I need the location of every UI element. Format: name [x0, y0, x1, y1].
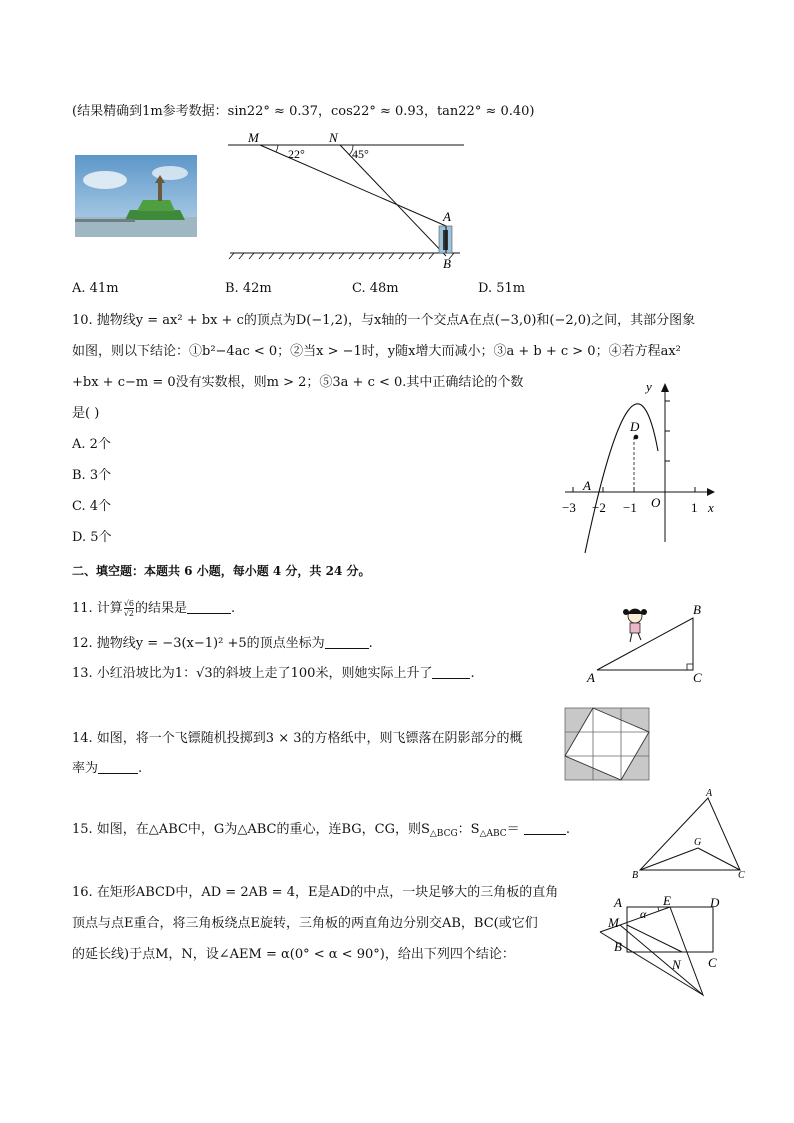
q15-text: 15. 如图，在△ABC中，G为△ABC的重心，连BG，CG，则S: [72, 822, 430, 837]
q11-suffix: 的结果是: [135, 601, 188, 616]
point-B: B: [614, 939, 622, 954]
point-M: M: [608, 915, 619, 930]
fraction-denominator: √2: [123, 609, 134, 618]
point-A: A: [587, 670, 595, 685]
vertex-D-label: D: [630, 419, 640, 434]
tick-minus-3: −3: [562, 500, 576, 515]
point-A: A: [443, 209, 451, 224]
q16-line1: 16. 在矩形ABCD中，AD = 2AB = 4，E是AD的中点，一块足够大的三角板的直角: [72, 885, 559, 900]
reference-data-note: (结果精确到1m参考数据：sin22° ≈ 0.37，cos22° ≈ 0.93，tan22° ≈ 0.40): [72, 104, 535, 119]
answer-blank[interactable]: [524, 822, 566, 835]
point-A: A: [706, 788, 713, 799]
tick-minus-2: −2: [592, 500, 606, 515]
q10-line4: 是( ): [72, 406, 100, 421]
answer-blank[interactable]: [187, 601, 231, 614]
point-A: A: [614, 895, 622, 910]
question-14-line2: [72, 761, 142, 777]
q14-line1: 14. 如图，将一个飞镖随机投掷到3 × 3的方格纸中，则飞镖落在阴影部分的概: [72, 731, 523, 746]
origin-label: O: [651, 495, 661, 510]
x-axis-label: x: [708, 500, 714, 515]
question-11: [72, 598, 235, 620]
point-B: B: [443, 256, 451, 271]
q10-line1: 10. 抛物线y = ax² + bx + c的顶点为D(−1,2)，与x轴的一个交点A在点(−3,0)和(−2,0)之间，其部分图象: [72, 313, 696, 328]
q9-option-d: D. 51m: [478, 281, 526, 296]
point-C: C: [708, 955, 717, 970]
y-axis-label: y: [646, 379, 652, 394]
q10-option-d: D. 5个: [72, 530, 112, 545]
answer-blank[interactable]: [98, 761, 138, 774]
q15-equals: ＝: [506, 822, 520, 837]
q10-option-b: B. 3个: [72, 468, 112, 483]
q15-period: .: [565, 822, 570, 837]
q13-period: .: [470, 666, 475, 681]
tower-photo: [75, 155, 197, 237]
tick-minus-1: −1: [623, 500, 637, 515]
point-N: N: [329, 130, 338, 145]
fraction-numerator: √6: [123, 599, 134, 608]
question-12: [72, 636, 373, 652]
q10-option-a: A. 2个: [72, 437, 111, 452]
angle-22: 22°: [288, 147, 305, 161]
question-13: [72, 666, 475, 682]
tick-1: 1: [691, 500, 698, 515]
point-G: G: [694, 837, 702, 848]
q15-sub-abc: △ABC: [479, 829, 507, 839]
point-E: E: [663, 893, 671, 908]
q13-text: 13. 小红沿坡比为1：√3的斜坡上走了100米，则她实际上升了: [72, 666, 433, 681]
point-A-label: A: [583, 478, 591, 493]
angle-diagram: [220, 128, 470, 273]
point-C: C: [693, 670, 702, 685]
q9-option-c: C. 48m: [352, 281, 399, 296]
answer-blank[interactable]: [432, 666, 470, 679]
answer-blank[interactable]: [325, 636, 369, 649]
q16-line2: 顶点与点E重合，将三角板绕点E旋转，三角板的两直角边分别交AB，BC(或它们: [72, 916, 538, 931]
q9-option-b: B. 42m: [225, 281, 272, 296]
q9-option-a: A. 41m: [72, 281, 119, 296]
angle-45: 45°: [352, 147, 369, 161]
point-C: C: [738, 870, 745, 881]
point-D: D: [710, 895, 720, 910]
q10-option-c: C. 4个: [72, 499, 112, 514]
q10-line2: 如图，则以下结论：①b²−4ac < 0；②当x > −1时，y随x增大而减小；③a + b + c > 0；④若方程ax²: [72, 344, 681, 359]
centroid-triangle: [628, 786, 753, 882]
q11-period: .: [231, 601, 236, 616]
question-15: [72, 822, 570, 842]
q15-mid: ：S: [457, 822, 480, 837]
point-N: N: [672, 957, 681, 972]
section-heading: 二、填空题：本题共 6 小题，每小题 4 分，共 24 分。: [72, 564, 371, 578]
q11-prefix: 11. 计算: [72, 601, 123, 616]
q14-line2-text: 率为: [72, 761, 99, 776]
girl-figure: [623, 609, 647, 642]
q10-line3: +bx + c−m = 0没有实数根，则m > 2；⑤3a + c < 0.其中正确结论的个数: [72, 375, 524, 390]
q14-period: .: [138, 761, 143, 776]
q16-line3: 的延长线)于点M，N，设∠AEM = α(0° < α < 90°)，给出下列四个结论：: [72, 947, 515, 962]
point-B: B: [632, 870, 639, 881]
fraction: [124, 599, 134, 618]
q15-sub-bcg: △BCG: [429, 829, 458, 839]
q12-period: .: [368, 636, 373, 651]
point-B: B: [693, 602, 701, 617]
dart-grid: [565, 708, 649, 780]
point-M: M: [248, 130, 259, 145]
slope-figure: [585, 600, 715, 688]
rectangle-triangle-figure: [600, 892, 730, 997]
parabola-graph: [560, 375, 730, 545]
q12-text: 12. 抛物线y = −3(x−1)² +5的顶点坐标为: [72, 636, 325, 651]
angle-alpha: α: [640, 907, 647, 921]
